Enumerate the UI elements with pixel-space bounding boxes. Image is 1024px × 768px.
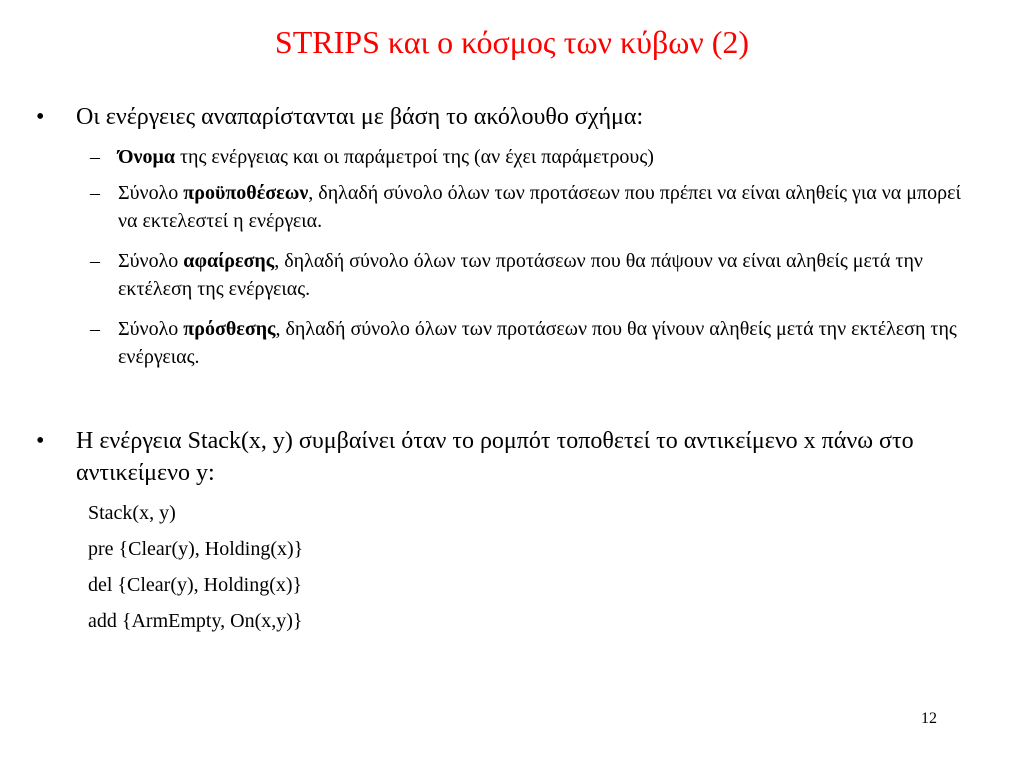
subitem-rest: , δηλαδή σύνολο όλων των προτάσεων που θα γίνουν αληθείς μετά την εκτέλεση της ενέργειας. [118,318,957,368]
subitem-rest: , δηλαδή σύνολο όλων των προτάσεων που θα πάψουν να είναι αληθείς μετά την εκτέλεση της ενέργειας. [118,250,923,300]
subitem-text [118,315,980,371]
bullet-item-actions-schema [36,101,976,133]
subitem-text [118,179,980,235]
code-line-signature: Stack(x, y) [88,502,176,524]
subitem-rest: της ενέργειας και οι παράμετροί της (αν έχει παράμετρους) [175,146,654,168]
dash-marker: – [90,318,100,340]
code-line-del: del {Clear(y), Holding(x)} [88,574,303,596]
subitem-bold-term: πρόσθεσης [183,318,276,340]
bullet-item-stack-action [36,425,976,489]
page-number: 12 [921,710,937,727]
subitem-prefix: Σύνολο [118,318,184,340]
slide-title: STRIPS και ο κόσμος των κύβων (2) [274,24,750,60]
code-line-add: add {ArmEmpty, On(x,y)} [88,610,303,632]
subitem-add-list [90,315,980,371]
subitem-bold-term: Όνομα [118,146,175,168]
code-line-pre: pre {Clear(y), Holding(x)} [88,538,304,560]
subitem-text [118,143,980,171]
bullet-marker: • [36,428,45,454]
dash-marker: – [90,250,100,272]
bullet-text: Η ενέργεια Stack(x, y) συμβαίνει όταν το ρομπότ τοποθετεί το αντικείμενο x πάνω στο αντικείμενο y: [76,428,914,486]
subitem-prefix: Σύνολο [118,250,184,272]
bullet-text: Οι ενέργειες αναπαρίστανται με βάση το ακόλουθο σχήμα: [76,104,644,130]
dash-marker: – [90,182,100,204]
subitem-bold-term: προϋποθέσεων [183,182,309,204]
subitem-text [118,247,980,303]
subitem-name [90,143,980,171]
subitem-preconditions [90,179,980,235]
subitem-bold-term: αφαίρεσης [183,250,275,272]
subitem-delete-list [90,247,980,303]
dash-marker: – [90,146,100,168]
subitem-prefix: Σύνολο [118,182,184,204]
subitem-rest: , δηλαδή σύνολο όλων των προτάσεων που πρέπει να είναι αληθείς για να μπορεί να εκτελεστεί η ενέργεια. [118,182,961,232]
bullet-marker: • [36,104,45,130]
